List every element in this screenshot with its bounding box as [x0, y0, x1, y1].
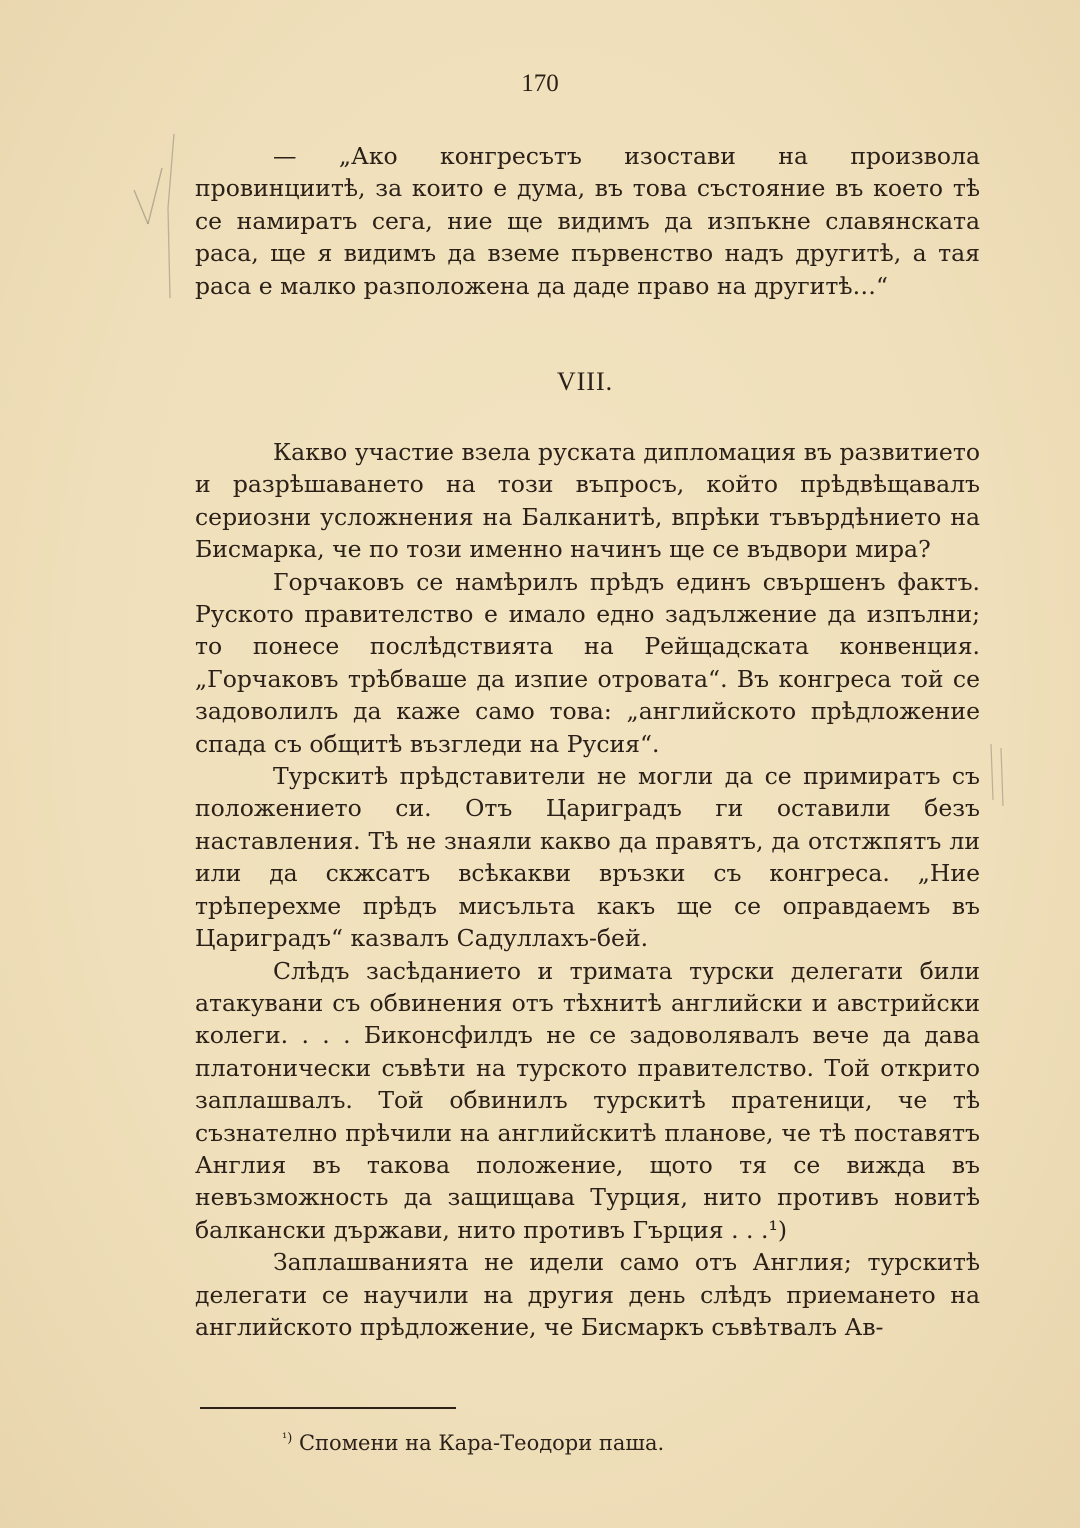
opening-quote-paragraph: — „Ако конгресътъ изостави на произвола провинциитѣ, за които е дума, въ това състояние въ което тѣ се намиратъ сега, ние ще видимъ да изпъкне славянската раса, ще я видимъ да вземе първенство надъ другитѣ, а тая раса е малко разположена да даде право на другитѣ…“: [195, 142, 980, 300]
paragraph: Горчаковъ се намѣрилъ прѣдъ единъ свършенъ фактъ. Руското правителство е имало едно задължение да изпълни; то понесе послѣдствията на Рейщадската конвенция. „Горчаковъ трѣбваше да изпие отровата“. Въ конгреса той се задоволилъ да каже само това: „английското прѣдложение спада съ общитѣ възгледи на Русия“.: [195, 567, 980, 758]
footnote-marker: ¹): [282, 1431, 293, 1446]
paragraph: Слѣдъ засѣданието и тримата турски делегати били атакувани съ обвинения отъ тѣхнитѣ английски и австрийски колеги. . . . Биконсфилдъ не се задоволявалъ вече да дава платонически съвѣти на турското правителство. Той открито заплашвалъ. Той обвинилъ турскитѣ пратеници, че тѣ съзнателно прѣчили на английскитѣ планове, че тѣ поставятъ Англия въ такова положение, щото тя се вижда въ невъзможность да защищава Турция, нито противъ новитѣ балкански държави, нито противъ Гърция . . .¹): [195, 956, 980, 1244]
paragraph: Заплашванията не идели само отъ Англия; турскитѣ делегати се научили на другия день слѣдъ приемането на английското прѣдложение, че Бисмаркъ съвѣтвалъ Ав-: [195, 1248, 980, 1341]
section-heading: VIII.: [556, 367, 614, 396]
footnote-text: Спомени на Кара-Теодори паша.: [298, 1431, 665, 1455]
page-number: 170: [521, 70, 559, 97]
footnote: [282, 1425, 664, 1457]
opening-quote-block: [195, 140, 980, 302]
footnote-divider: [200, 1407, 456, 1409]
paragraph: Турскитѣ прѣдставители не могли да се примиратъ съ положението си. Отъ Цариградъ ги оставили безъ наставления. Тѣ не знаяли какво да правятъ, да отстжпятъ ли или да скжсатъ всѣкакви връзки съ конгреса. „Ние трѣперехме прѣдъ мисъльта какъ ще се оправдаемъ въ Цариградъ“ казвалъ Садуллахъ-бей.: [195, 762, 980, 953]
pencil-margin-mark: [128, 128, 188, 318]
pencil-margin-mark: [983, 740, 1013, 810]
main-text-block: [195, 436, 980, 1343]
paragraph: Какво участие взела руската дипломация въ развитието и разрѣшаването на този въпросъ, който прѣдвѣщавалъ сериозни усложнения на Балканитѣ, впрѣки тъвърдѣнието на Бисмарка, че по този именно начинъ ще се въдвори мира?: [195, 438, 980, 564]
